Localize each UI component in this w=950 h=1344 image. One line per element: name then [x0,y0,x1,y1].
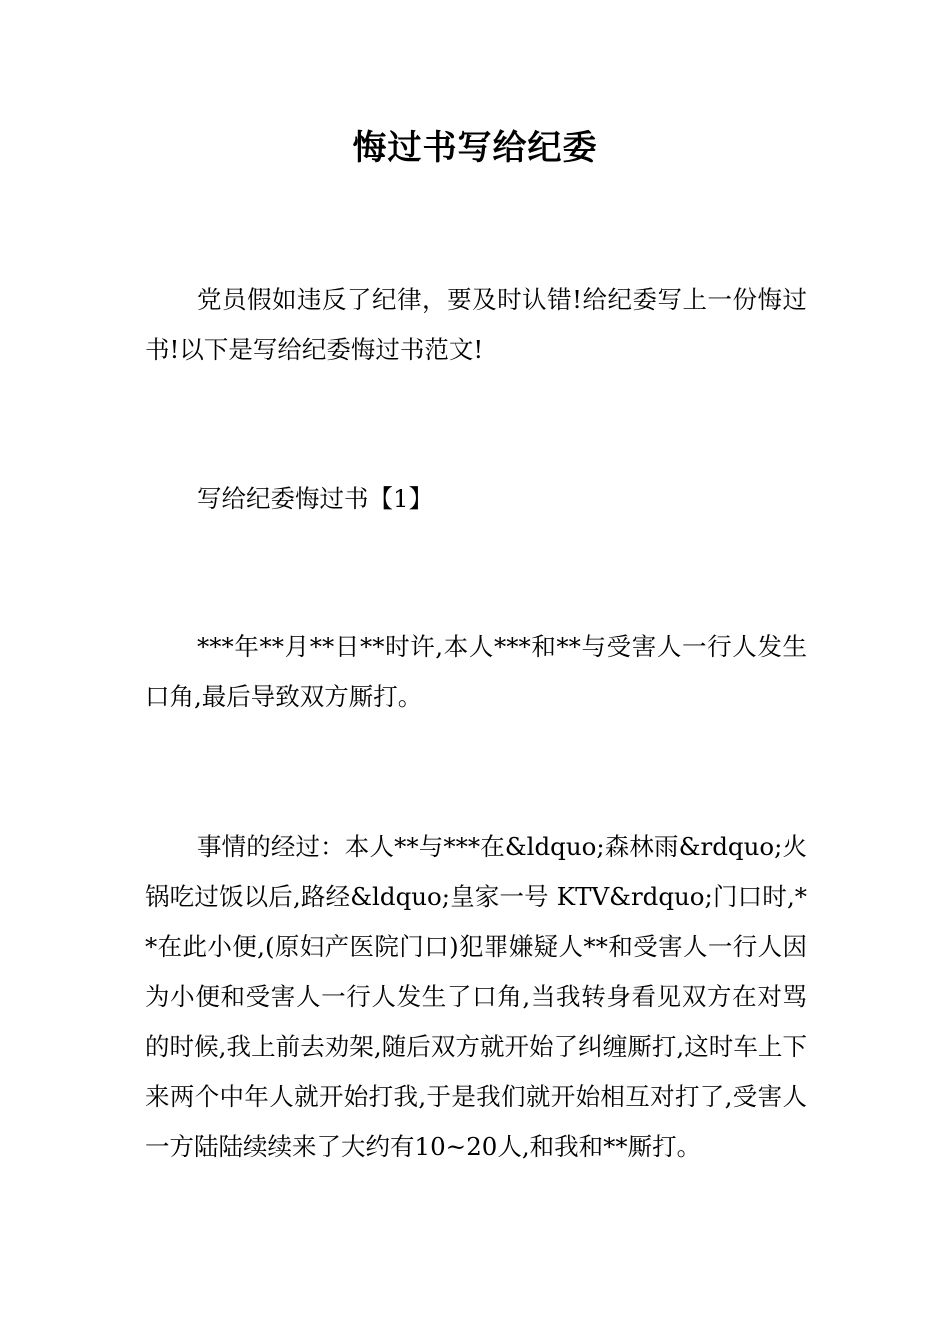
section-heading: 写给纪委悔过书【1】 [197,484,434,513]
intro-paragraph: 党员假如违反了纪律，要及时认错!给纪委写上一份悔过书!以下是写给纪委悔过书范文! [145,285,807,364]
event-detail-paragraph: 事情的经过：本人**与***在&ldquo;森林雨&rdquo;火锅吃过饭以后,路经&ldquo;皇家一号 KTV&rdquo;门口时,**在此小便,(原妇产医院门口)犯罪嫌疑人**和受害人一行人因为小便和受害人一行人发生了口角,当我转身看见双方在对骂的时候,我上前去劝架,随后双方就开始了纠缠厮打,这时车上下来两个中年人就开始打我,于是我们就开始相互对打了,受害人一方陆陆续续来了大约有10~20人,和我和**厮打。 [145,832,807,1161]
document-title: 悔过书写给纪委 [352,128,598,168]
event-summary-paragraph: ***年**月**日**时许,本人***和**与受害人一行人发生口角,最后导致双方厮打。 [145,632,807,711]
